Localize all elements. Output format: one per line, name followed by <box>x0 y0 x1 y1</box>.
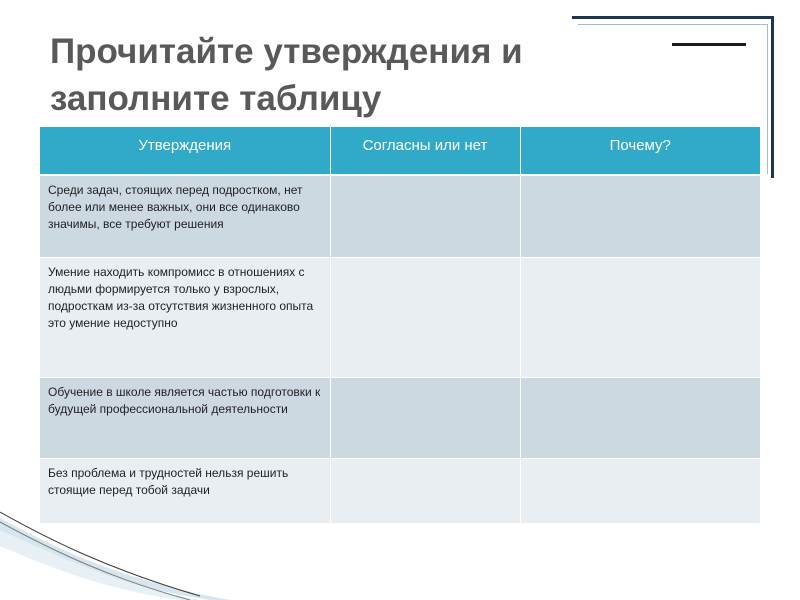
statements-table <box>40 127 760 524</box>
decorative-swoosh <box>0 500 230 600</box>
table-row <box>40 257 760 377</box>
why-cell[interactable] <box>520 377 760 458</box>
header-why: Почему? <box>520 127 760 175</box>
statement-cell: Умение находить компромисс в отношениях с людьми формируется только у взрослых, подросткам из-за отсутствия жизненного опыта это умение недоступно <box>40 257 330 377</box>
agree-cell[interactable] <box>330 458 520 523</box>
why-cell[interactable] <box>520 257 760 377</box>
frame-line-top-inner <box>578 24 768 25</box>
why-cell[interactable] <box>520 175 760 257</box>
statement-cell: Обучение в школе является частью подготовки к будущей профессиональной деятельности <box>40 377 330 458</box>
why-cell[interactable] <box>520 458 760 523</box>
agree-cell[interactable] <box>330 377 520 458</box>
frame-line-right <box>771 16 774 178</box>
frame-line-right-inner <box>767 24 768 174</box>
header-statements: Утверждения <box>40 127 330 175</box>
table-row <box>40 377 760 458</box>
table-row <box>40 175 760 257</box>
table-header-row <box>40 127 760 175</box>
header-agree: Согласны или нет <box>330 127 520 175</box>
agree-cell[interactable] <box>330 257 520 377</box>
agree-cell[interactable] <box>330 175 520 257</box>
frame-line-top <box>572 16 774 19</box>
statement-cell: Среди задач, стоящих перед подростком, нет более или менее важных, они все одинаково значимы, все требуют решения <box>40 175 330 257</box>
frame-accent-bar <box>672 43 746 46</box>
slide-title: Прочитайте утверждения и заполните таблицу <box>50 32 523 118</box>
statement-cell: Без проблема и трудностей нельзя решить стоящие перед тобой задачи <box>40 458 330 523</box>
